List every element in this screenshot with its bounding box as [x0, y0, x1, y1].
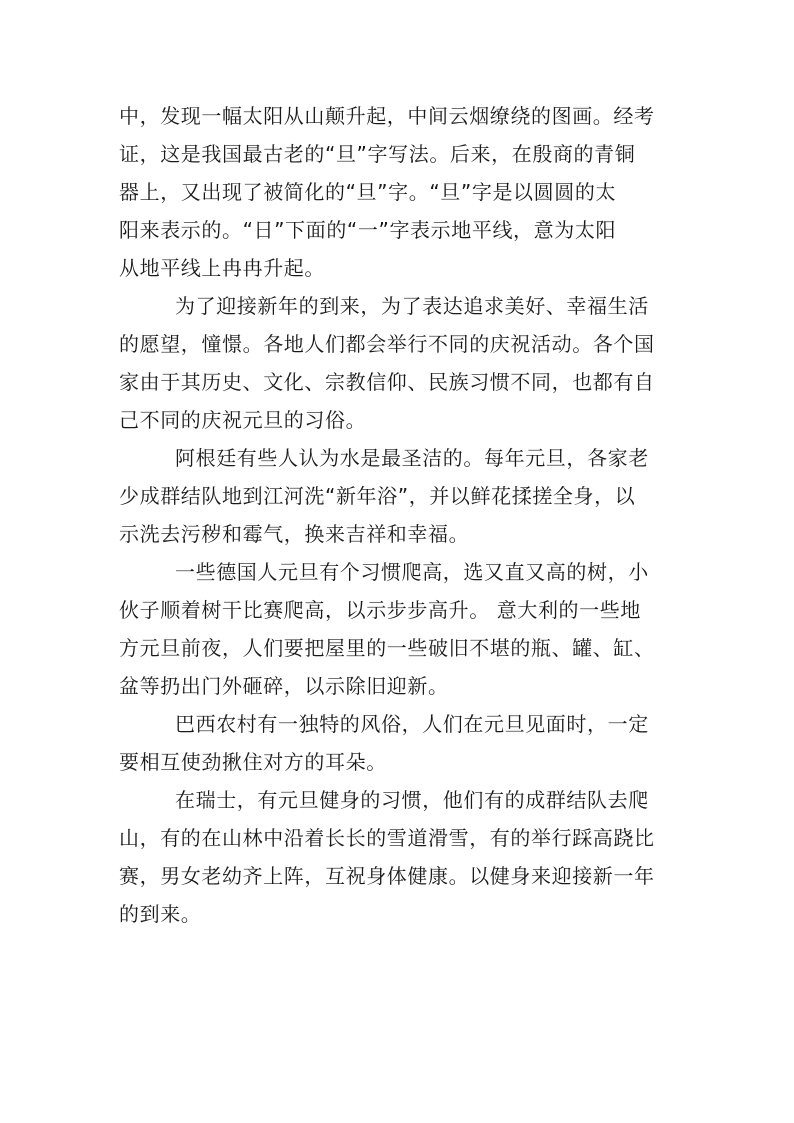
paragraph-first-line: 为了迎接新年的到来，为了表达追求美好、幸福生活	[175, 294, 649, 318]
paragraph-first-line: 巴西农村有一独特的风俗，人们在元旦见面时，一定	[175, 712, 649, 736]
text-line: 己不同的庆祝元旦的习俗。	[119, 408, 367, 432]
paragraph-first-line: 阿根廷有些人认为水是最圣洁的。每年元旦，各家老	[175, 446, 649, 470]
text-line: 山，有的在山林中沿着长长的雪道滑雪，有的举行踩高跷比	[119, 826, 655, 850]
text-line: 要相互使劲揪住对方的耳朵。	[119, 750, 387, 774]
text-line: 盆等扔出门外砸碎，以示除旧迎新。	[119, 674, 449, 698]
paragraph-first-line: 在瑞士，有元旦健身的习惯，他们有的成群结队去爬	[175, 788, 649, 812]
text-line: 器上，又出现了被简化的“旦”字。“旦”字是以圆圆的太	[119, 180, 617, 204]
text-line: 阳来表示的。“日”下面的“一”字表示地平线，意为太阳	[119, 218, 617, 242]
text-line: 的到来。	[119, 902, 202, 926]
text-line: 方元旦前夜，人们要把屋里的一些破旧不堪的瓶、罐、缸、	[119, 636, 655, 660]
text-line: 伙子顺着树干比赛爬高，以示步步高升。 意大利的一些地	[119, 598, 641, 622]
text-line: 少成群结队地到江河洗“新年浴”，并以鲜花揉搓全身，以	[119, 484, 636, 508]
text-line: 家由于其历史、文化、宗教信仰、民族习惯不同，也都有自	[119, 370, 655, 394]
text-line: 赛，男女老幼齐上阵，互祝身体健康。以健身来迎接新一年	[119, 864, 655, 888]
text-line: 的愿望，憧憬。各地人们都会举行不同的庆祝活动。各个国	[119, 332, 655, 356]
text-line: 中，发现一幅太阳从山颠升起，中间云烟缭绕的图画。经考	[119, 104, 655, 128]
text-line: 示洗去污秽和霉气，换来吉祥和幸福。	[119, 522, 470, 546]
text-line: 证，这是我国最古老的“旦”字写法。后来，在殷商的青铜	[119, 142, 636, 166]
paragraph-first-line: 一些德国人元旦有个习惯爬高，选又直又高的树，小	[175, 560, 649, 584]
text-line: 从地平线上冉冉升起。	[119, 256, 325, 280]
